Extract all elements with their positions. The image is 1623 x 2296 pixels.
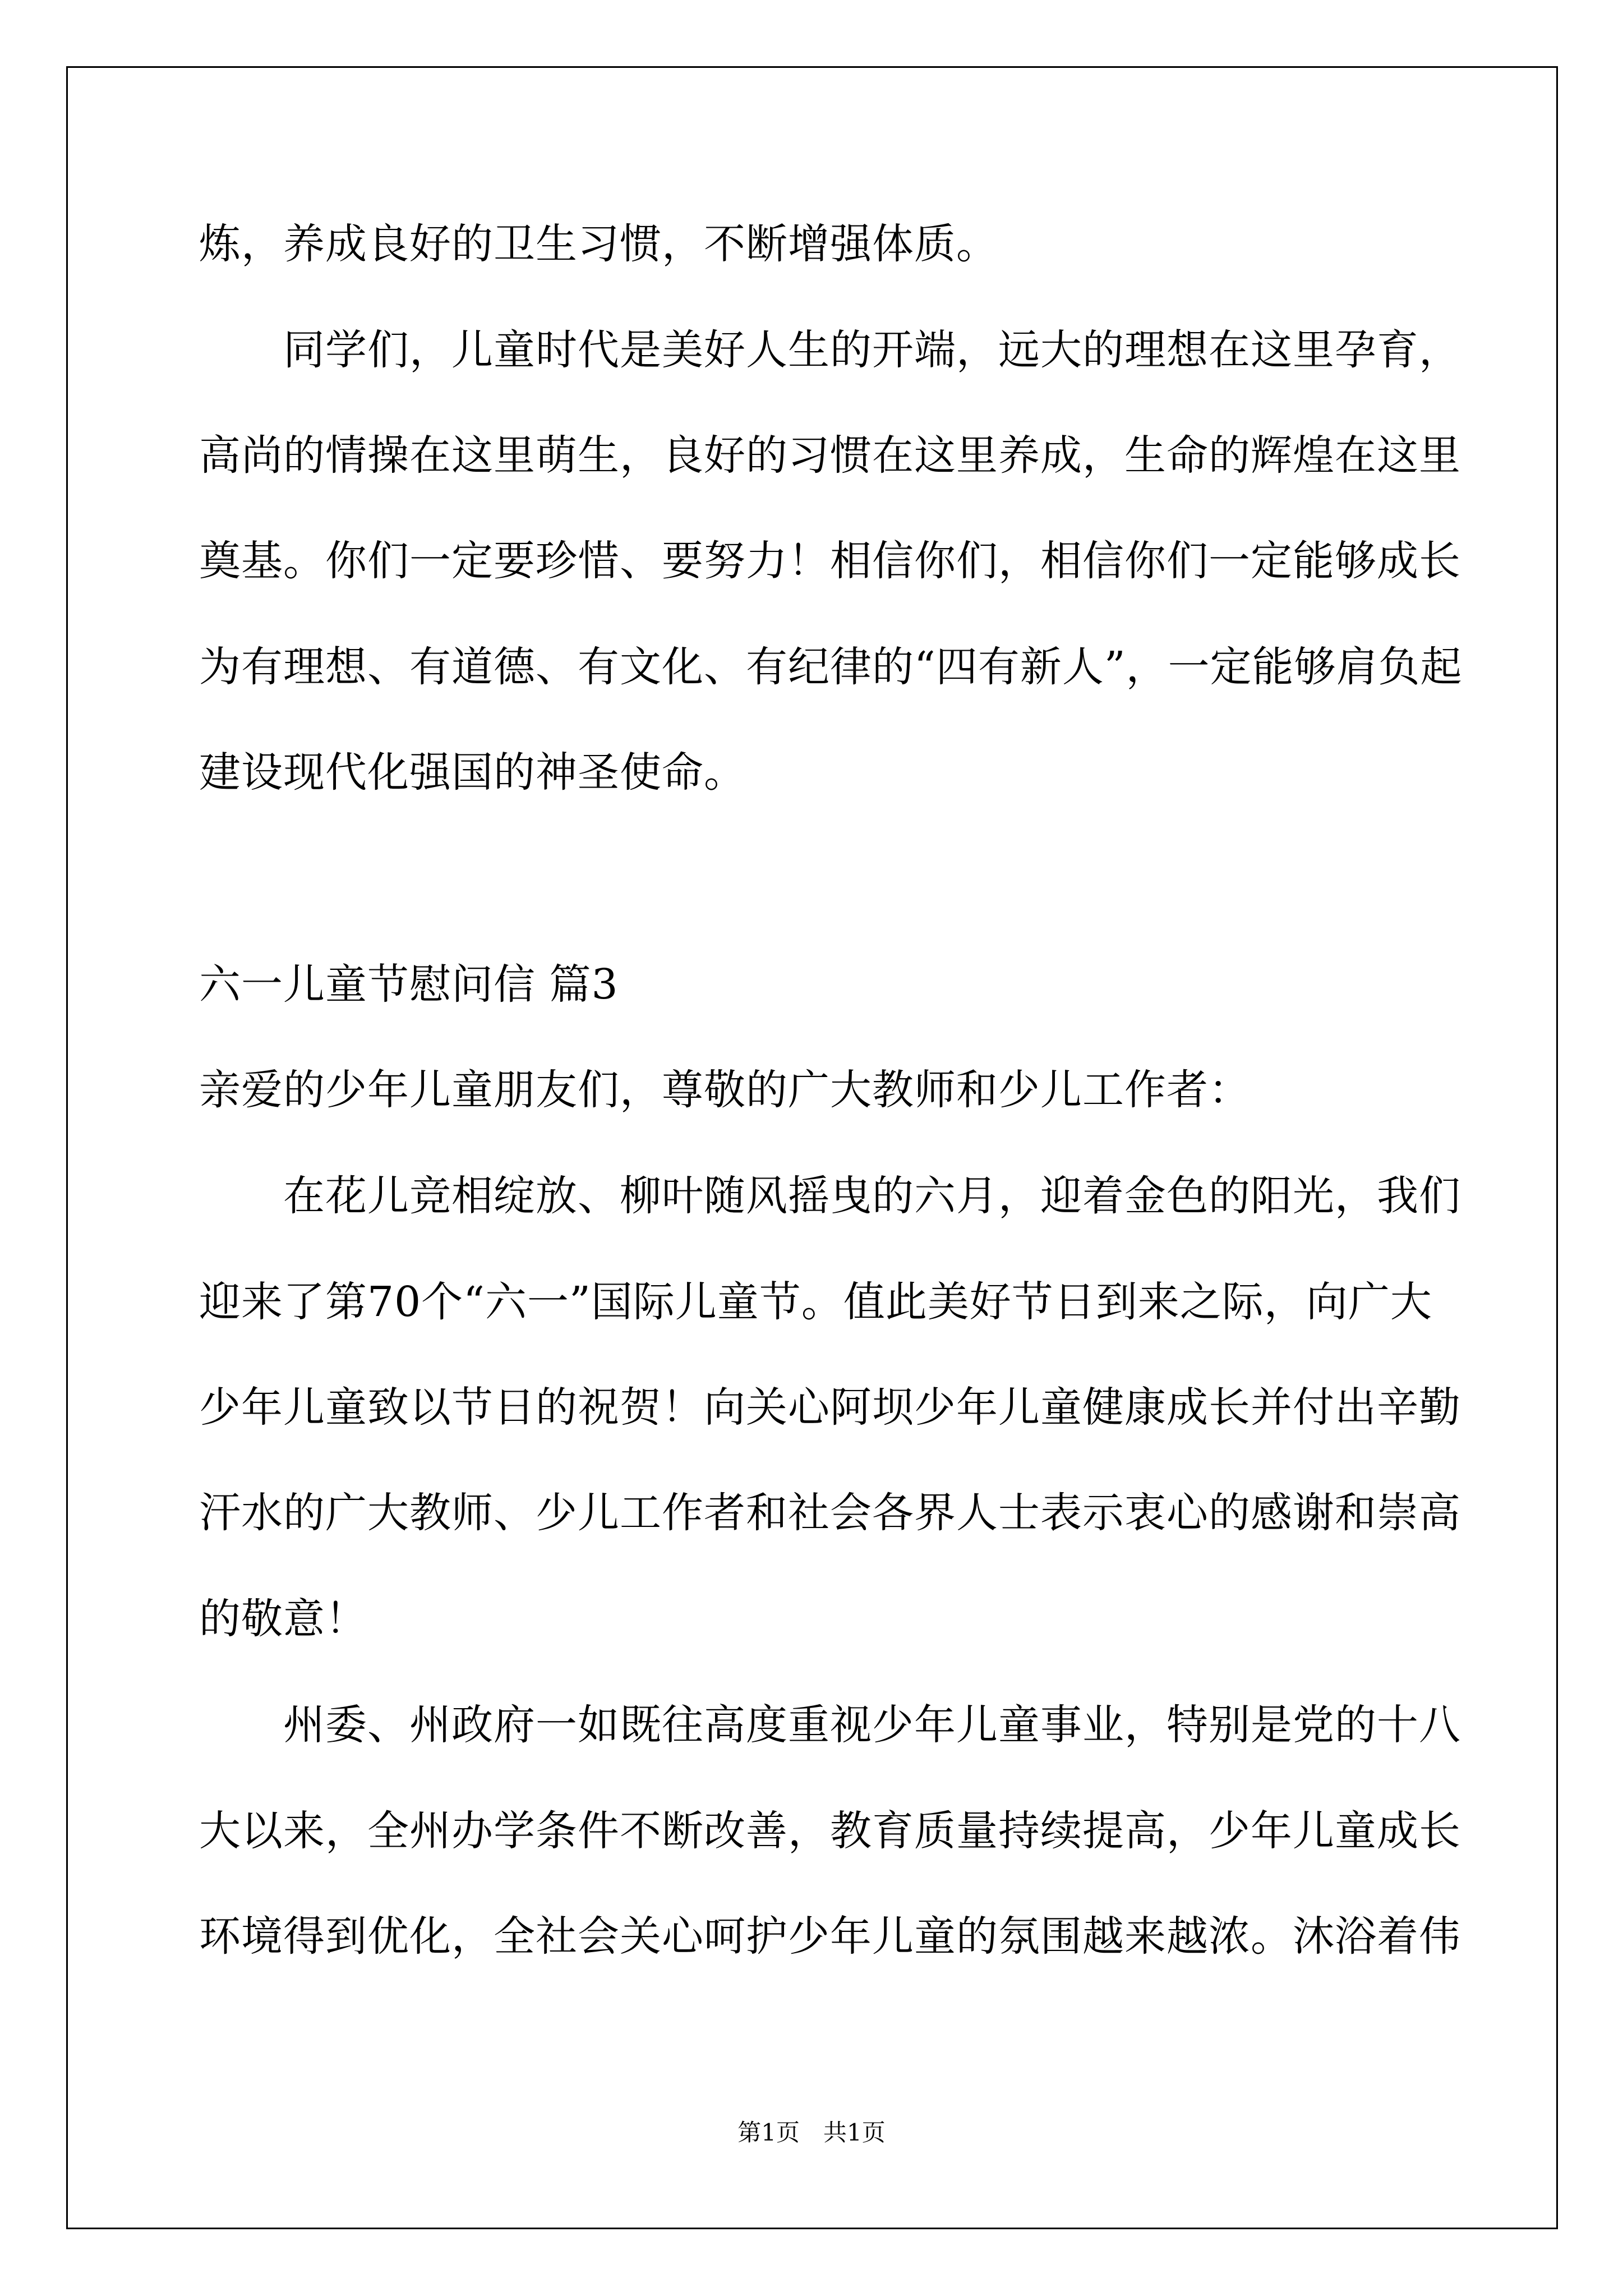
text-line: 汗水的广大教师、少儿工作者和社会各界人士表示衷心的感谢和崇高 <box>199 1489 1461 1537</box>
text-line: 为有理想、有道德、有文化、有纪律的“四有新人”，一定能够肩负起 <box>199 643 1463 691</box>
text-line: 环境得到优化，全社会关心呵护少年儿童的氛围越来越浓。沐浴着伟 <box>199 1912 1461 1961</box>
text-line: 的敬意！ <box>199 1595 367 1643</box>
salutation: 亲爱的少年儿童朋友们，尊敬的广大教师和少儿工作者： <box>199 1066 1251 1114</box>
text-line: 高尚的情操在这里萌生，良好的习惯在这里养成，生命的辉煌在这里 <box>199 431 1461 480</box>
text-line: 大以来，全州办学条件不断改善，教育质量持续提高，少年儿童成长 <box>199 1807 1461 1855</box>
text-line: 同学们，儿童时代是美好人生的开端，远大的理想在这里孕育， <box>283 326 1461 374</box>
text-line: 州委、州政府一如既往高度重视少年儿童事业，特别是党的十八 <box>283 1701 1461 1749</box>
text-line: 建设现代化强国的神圣使命。 <box>199 748 746 797</box>
section-heading: 六一儿童节慰问信 篇3 <box>199 960 619 1009</box>
text-line: 迎来了第70个“六一”国际儿童节。值此美好节日到来之际，向广大 <box>199 1278 1432 1326</box>
text-line: 少年儿童致以节日的祝贺！向关心阿坝少年儿童健康成长并付出辛勤 <box>199 1383 1461 1432</box>
text-line: 炼，养成良好的卫生习惯，不断增强体质。 <box>199 220 998 268</box>
text-line: 在花儿竞相绽放、柳叶随风摇曳的六月，迎着金色的阳光，我们 <box>283 1172 1461 1220</box>
text-line: 奠基。你们一定要珍惜、要努力！相信你们，相信你们一定能够成长 <box>199 537 1461 585</box>
page-footer: 第1页 共1页 <box>737 2119 886 2146</box>
page-border <box>66 66 1558 2229</box>
